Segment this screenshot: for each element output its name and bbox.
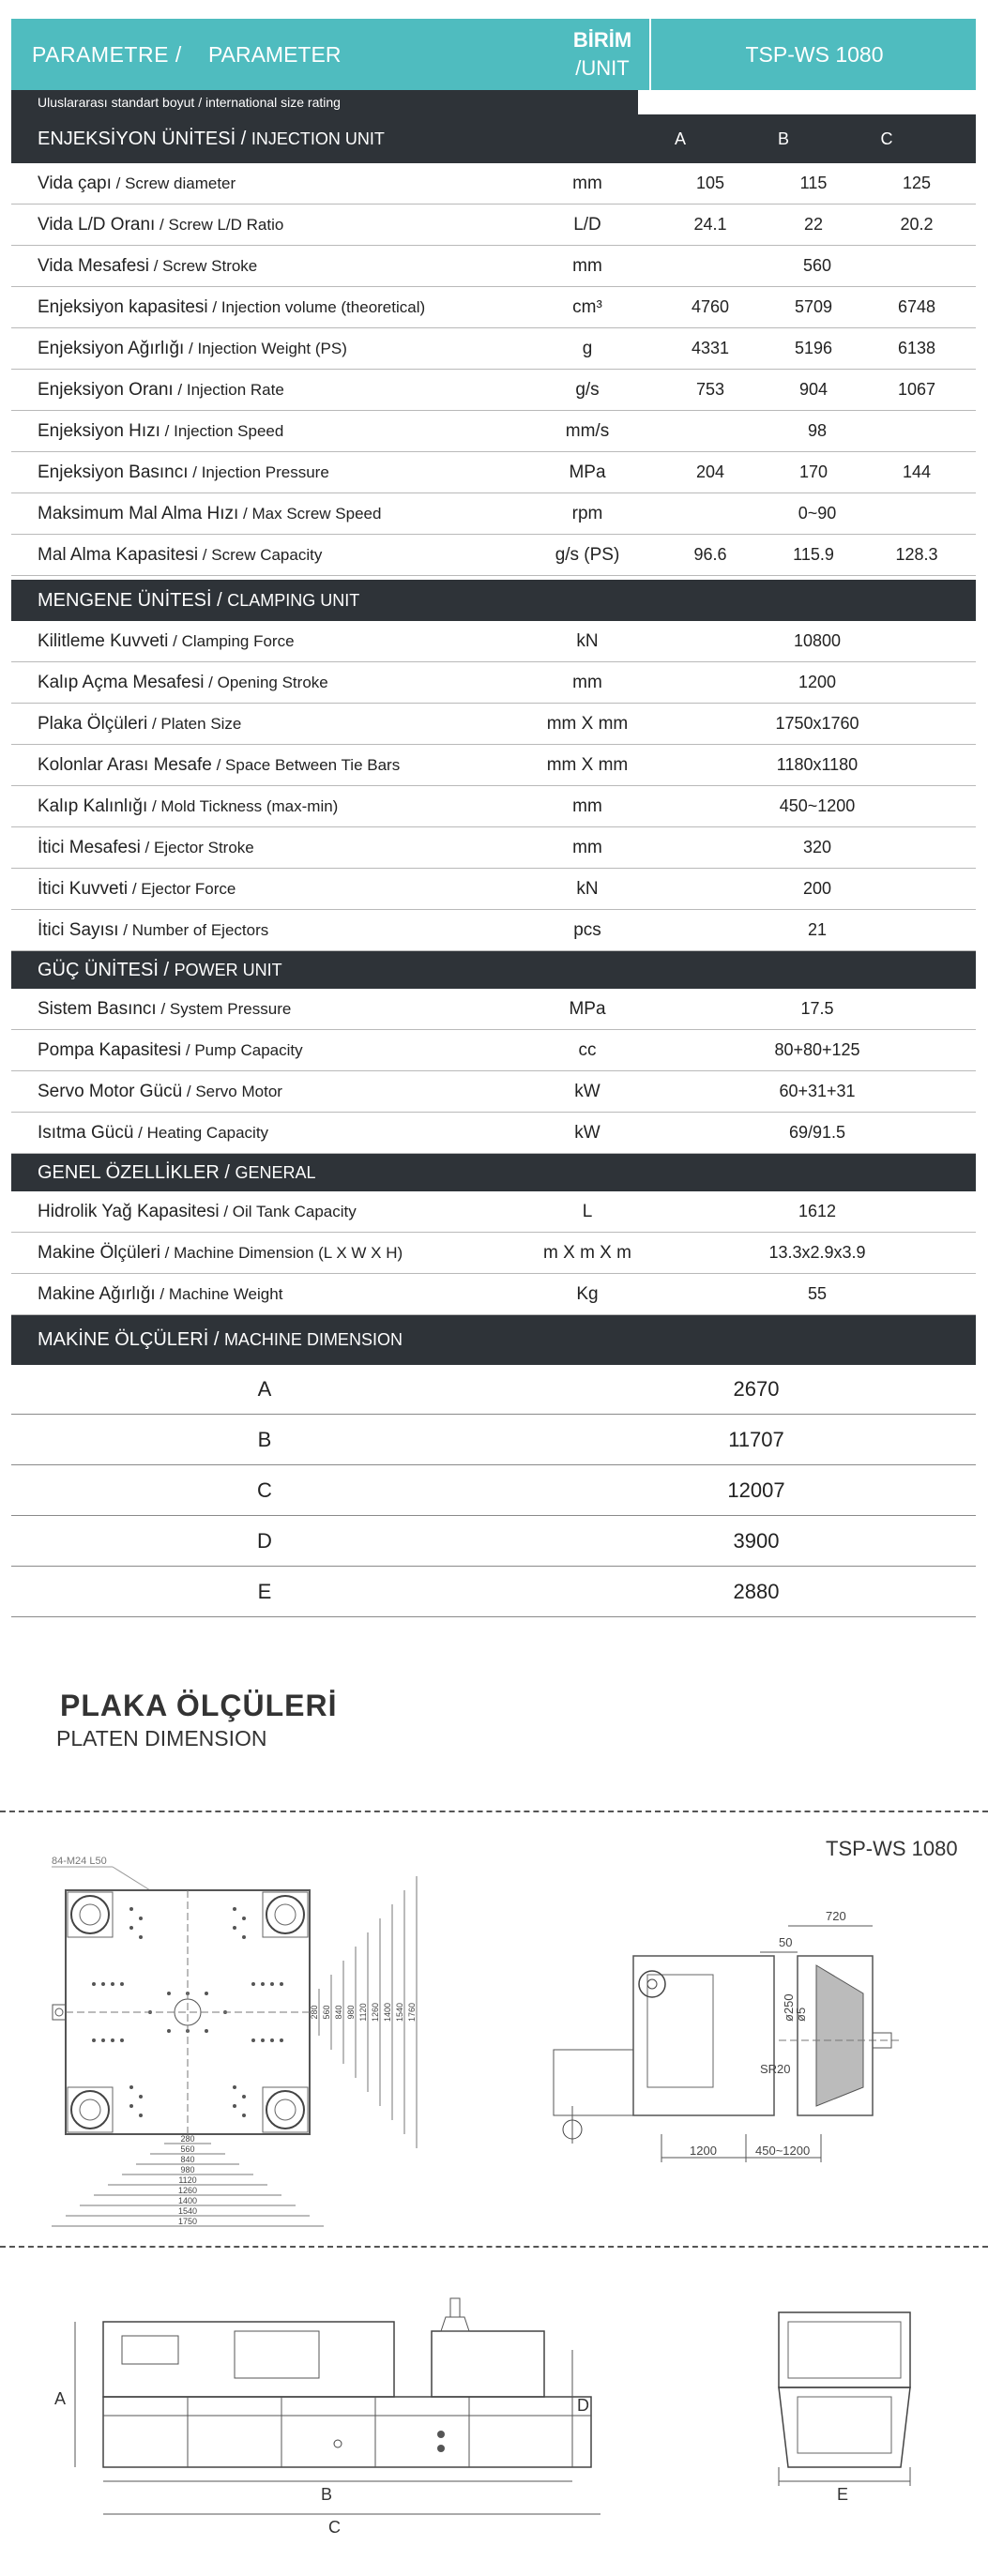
unit-tr-header: BİRİM xyxy=(572,28,632,52)
table-row xyxy=(11,535,976,576)
row-value: 69/91.5 xyxy=(788,1123,846,1142)
row-value: 98 xyxy=(807,421,828,440)
row-label-separator: / xyxy=(155,216,169,234)
section-title-en: INJECTION UNIT xyxy=(251,129,385,148)
row-label xyxy=(38,328,347,369)
param-tr-header: PARAMETRE / xyxy=(32,42,182,67)
model-header: TSP-WS 1080 xyxy=(649,19,978,90)
table-row xyxy=(11,1030,976,1071)
side-dim-radius: SR20 xyxy=(760,2062,791,2076)
row-label xyxy=(38,745,400,785)
table-row xyxy=(11,493,976,535)
row-label-separator: / xyxy=(147,797,161,815)
platen-subtitle: PLATEN DIMENSION xyxy=(56,1726,267,1750)
row-value-c: 6748 xyxy=(897,297,936,316)
v-dimension-label: 980 xyxy=(346,2005,356,2020)
row-value-b: 170 xyxy=(798,462,828,481)
row-label xyxy=(38,1233,403,1273)
v-dimension-label: 560 xyxy=(322,2005,331,2020)
row-value-c: 125 xyxy=(902,174,932,192)
dim-label-d: D xyxy=(577,2396,589,2415)
row-label xyxy=(38,910,268,950)
row-value: 450~1200 xyxy=(779,796,856,815)
dimension-value: 2880 xyxy=(733,1580,780,1603)
table-row xyxy=(11,827,976,869)
vertical-dimensions xyxy=(310,1876,417,2148)
h-dimension-label: 1400 xyxy=(177,2196,198,2205)
size-rating-note: Uluslararası standart boyut / international size rating xyxy=(11,90,638,114)
row-unit: mm xyxy=(572,256,602,276)
param-en-header: PARAMETER xyxy=(208,42,342,67)
table-row xyxy=(11,910,976,951)
row-label-en: Ejector Force xyxy=(141,880,236,898)
row-label-en: Servo Motor xyxy=(195,1083,282,1100)
row-value-b: 22 xyxy=(803,215,824,234)
table-row xyxy=(11,287,976,328)
row-unit: L/D xyxy=(573,215,601,235)
dimension-row xyxy=(11,1568,976,1617)
section-title-tr: MAKİNE ÖLÇÜLERİ xyxy=(38,1329,209,1350)
platen-title: PLAKA ÖLÇÜLERİ xyxy=(60,1689,338,1722)
row-label-separator: / xyxy=(181,1041,195,1059)
row-label xyxy=(38,989,291,1029)
row-label-en: Screw Stroke xyxy=(162,257,258,275)
section-separator: / xyxy=(158,960,175,980)
dashed-divider-bottom xyxy=(0,2246,988,2248)
row-label xyxy=(38,869,236,909)
row-label xyxy=(38,1274,282,1314)
row-unit: Kg xyxy=(576,1284,599,1304)
row-label-en: Injection Rate xyxy=(186,381,284,399)
row-unit: cm³ xyxy=(572,297,602,317)
dimension-row xyxy=(11,1517,976,1567)
row-label-en: System Pressure xyxy=(169,1000,292,1018)
row-value-b: 5196 xyxy=(794,339,833,357)
row-unit: kN xyxy=(576,631,599,651)
row-label-tr: Hidrolik Yağ Kapasitesi xyxy=(38,1202,220,1221)
row-value: 80+80+125 xyxy=(774,1040,860,1059)
row-value-a: 753 xyxy=(695,380,725,399)
unit-header xyxy=(555,26,649,83)
section-machine_dim xyxy=(11,1315,976,1365)
dimension-key: E xyxy=(257,1580,272,1603)
row-unit: kW xyxy=(574,1123,600,1143)
platen-front-drawing xyxy=(38,1853,450,2228)
row-label-separator: / xyxy=(204,674,218,691)
row-label-separator: / xyxy=(211,756,226,774)
row-value-c: 128.3 xyxy=(895,545,938,564)
row-label-tr: Plaka Ölçüleri xyxy=(38,714,148,734)
table-row xyxy=(11,786,976,827)
row-label-tr: Vida Mesafesi xyxy=(38,256,149,276)
table-row xyxy=(11,1191,976,1233)
table-row xyxy=(11,662,976,704)
row-label xyxy=(38,411,283,451)
dim-label-e: E xyxy=(837,2485,849,2504)
row-unit: L xyxy=(582,1202,593,1221)
row-label-separator: / xyxy=(173,381,187,399)
row-value: 1200 xyxy=(798,673,837,691)
row-unit: cc xyxy=(578,1040,597,1060)
table-row xyxy=(11,163,976,205)
row-label-tr: Maksimum Mal Alma Hızı xyxy=(38,504,239,523)
row-label-tr: Vida çapı xyxy=(38,174,112,193)
row-label-tr: Enjeksiyon Ağırlığı xyxy=(38,339,185,358)
section-title-en: MACHINE DIMENSION xyxy=(223,1330,403,1349)
row-unit: g xyxy=(582,339,593,358)
row-value-a: 105 xyxy=(695,174,725,192)
row-label-separator: / xyxy=(207,298,221,316)
row-value: 0~90 xyxy=(798,504,837,523)
tie-bar-hole xyxy=(266,1896,304,1933)
h-dimension-label: 1120 xyxy=(178,2175,197,2185)
row-value: 560 xyxy=(802,256,832,275)
row-unit: kW xyxy=(574,1082,600,1101)
dimension-value: 11707 xyxy=(728,1428,784,1451)
row-value-c: 6138 xyxy=(897,339,936,357)
row-label xyxy=(38,163,236,204)
table-row xyxy=(11,869,976,910)
row-label-separator: / xyxy=(238,505,252,523)
row-label-separator: / xyxy=(219,1203,233,1220)
row-label-tr: Pompa Kapasitesi xyxy=(38,1040,182,1060)
row-label-tr: Kolonlar Arası Mesafe xyxy=(38,755,212,775)
column-header-c: C xyxy=(880,129,893,148)
row-label-separator: / xyxy=(168,632,182,650)
row-label-separator: / xyxy=(128,880,142,898)
row-label-tr: Kalıp Açma Mesafesi xyxy=(38,673,205,692)
row-value-a: 24.1 xyxy=(693,215,727,234)
row-label-separator: / xyxy=(140,839,154,856)
row-label-separator: / xyxy=(160,422,175,440)
tie-bar-hole xyxy=(71,1896,109,1933)
v-dimension-label: 1760 xyxy=(407,2002,417,2023)
tie-bar-hole xyxy=(266,2091,304,2129)
row-value: 17.5 xyxy=(800,999,834,1018)
section-title-tr: ENJEKSİYON ÜNİTESİ xyxy=(38,129,236,149)
h-dimension-label: 1260 xyxy=(177,2186,198,2195)
table-row xyxy=(11,704,976,745)
row-unit: pcs xyxy=(573,920,601,940)
h-dimension-label: 280 xyxy=(180,2134,195,2144)
row-value: 10800 xyxy=(793,631,842,650)
v-dimension-label: 1260 xyxy=(371,2002,380,2023)
section-clamping xyxy=(11,580,976,621)
row-label xyxy=(38,704,241,744)
row-label-en: Injection Pressure xyxy=(201,463,329,481)
side-dim-offset: 50 xyxy=(779,1935,793,1949)
row-label xyxy=(38,621,295,661)
side-dim-stroke: 1200 xyxy=(690,2144,717,2158)
row-unit: m X m X m xyxy=(543,1243,631,1263)
machine-side-drawing xyxy=(47,2294,610,2556)
section-title-tr: MENGENE ÜNİTESİ xyxy=(38,590,212,611)
row-label xyxy=(38,370,284,410)
dimension-row xyxy=(11,1466,976,1516)
row-label-tr: Makine Ağırlığı xyxy=(38,1284,156,1304)
row-label-tr: Enjeksiyon Oranı xyxy=(38,380,174,400)
row-label xyxy=(38,827,254,868)
section-separator: / xyxy=(219,1162,236,1183)
row-value-c: 20.2 xyxy=(900,215,934,234)
v-dimension-label: 1120 xyxy=(358,2003,368,2022)
row-value: 21 xyxy=(807,920,828,939)
v-dimension-label: 280 xyxy=(310,2005,319,2020)
dim-label-b: B xyxy=(321,2485,333,2504)
machine-front-drawing xyxy=(769,2303,938,2556)
row-label-tr: Enjeksiyon kapasitesi xyxy=(38,297,208,317)
table-row xyxy=(11,452,976,493)
section-separator: / xyxy=(211,590,228,611)
row-unit: rpm xyxy=(571,504,603,523)
side-dim-mold: 450~1200 xyxy=(755,2144,811,2158)
row-label-tr: Enjeksiyon Basıncı xyxy=(38,462,189,482)
table-row xyxy=(11,328,976,370)
row-label xyxy=(38,452,329,492)
row-unit: kN xyxy=(576,879,599,899)
row-label-en: Heating Capacity xyxy=(146,1124,269,1142)
row-value-c: 144 xyxy=(902,462,932,481)
v-dimension-label: 1400 xyxy=(383,2002,392,2023)
section-title-tr: GENEL ÖZELLİKLER xyxy=(38,1162,220,1183)
hole-note-label: 84-M24 L50 xyxy=(52,1856,107,1867)
row-value: 60+31+31 xyxy=(779,1082,856,1100)
table-row xyxy=(11,621,976,662)
row-label-en: Injection volume (theoretical) xyxy=(220,298,426,316)
h-dimension-label: 560 xyxy=(180,2144,195,2154)
row-label-tr: Sistem Basıncı xyxy=(38,999,157,1019)
row-label-separator: / xyxy=(155,1285,169,1303)
dimension-key: C xyxy=(257,1478,272,1502)
row-unit: g/s xyxy=(575,380,600,400)
table-header xyxy=(11,19,976,90)
side-dim-top: 720 xyxy=(826,1909,846,1923)
row-label xyxy=(38,246,257,286)
row-label xyxy=(38,662,328,703)
row-unit: mm xyxy=(572,838,602,857)
row-value: 200 xyxy=(802,879,832,898)
table-row xyxy=(11,205,976,246)
row-label-separator: / xyxy=(188,463,202,481)
table-row xyxy=(11,989,976,1030)
dimension-value: 3900 xyxy=(733,1529,780,1553)
injection-unit xyxy=(432,2331,544,2397)
row-label-en: Space Between Tie Bars xyxy=(225,756,401,774)
row-label-tr: Kalıp Kalınlığı xyxy=(38,796,148,816)
row-value: 1612 xyxy=(798,1202,837,1220)
row-label-separator: / xyxy=(118,921,132,939)
row-label-separator: / xyxy=(156,1000,170,1018)
row-label-en: Number of Ejectors xyxy=(131,921,269,939)
dim-label-c: C xyxy=(328,2518,341,2537)
machine-base xyxy=(103,2397,591,2467)
row-value-b: 5709 xyxy=(794,297,833,316)
row-value-b: 115 xyxy=(799,174,828,192)
row-label-separator: / xyxy=(149,257,163,275)
row-label-separator: / xyxy=(111,174,126,192)
dim-label-a: A xyxy=(54,2389,67,2408)
row-label-en: Machine Dimension (L X W X H) xyxy=(174,1244,403,1262)
row-unit: mm/s xyxy=(565,421,610,441)
horizontal-dimensions xyxy=(52,2134,324,2226)
row-value-a: 204 xyxy=(695,462,725,481)
section-separator: / xyxy=(208,1329,224,1350)
row-label xyxy=(38,535,322,575)
row-label xyxy=(38,1191,357,1232)
dimension-key: D xyxy=(257,1529,272,1553)
row-value: 13.3x2.9x3.9 xyxy=(768,1243,866,1262)
section-title-en: POWER UNIT xyxy=(174,961,282,979)
platen-model: TSP-WS 1080 xyxy=(826,1837,958,1860)
row-label-tr: İtici Mesafesi xyxy=(38,838,141,857)
row-label xyxy=(38,205,283,245)
row-label-en: Screw Capacity xyxy=(211,546,323,564)
table-row xyxy=(11,1233,976,1274)
dashed-divider-top xyxy=(0,1811,988,1812)
section-general xyxy=(11,1154,976,1191)
row-label-separator: / xyxy=(184,340,198,357)
row-label-tr: İtici Kuvveti xyxy=(38,879,129,899)
row-label-tr: Servo Motor Gücü xyxy=(38,1082,183,1101)
row-value-b: 904 xyxy=(798,380,828,399)
row-value-a: 4331 xyxy=(691,339,730,357)
row-label-separator: / xyxy=(182,1083,196,1100)
row-label-separator: / xyxy=(198,546,212,564)
row-value-b: 115.9 xyxy=(793,545,834,564)
section-title-en: GENERAL xyxy=(235,1163,316,1182)
row-label-en: Screw L/D Ratio xyxy=(168,216,284,234)
row-label-en: Opening Stroke xyxy=(217,674,328,691)
row-label-tr: Enjeksiyon Hızı xyxy=(38,421,160,441)
h-dimension-label: 1750 xyxy=(177,2217,198,2226)
table-row xyxy=(11,745,976,786)
row-label-en: Clamping Force xyxy=(181,632,295,650)
column-header-a: A xyxy=(674,129,686,148)
row-value: 1750x1760 xyxy=(775,714,859,733)
row-label-en: Pump Capacity xyxy=(194,1041,303,1059)
side-dim-ring: ø250 xyxy=(782,1993,796,2022)
row-label xyxy=(38,1071,282,1112)
front-top xyxy=(779,2312,910,2387)
row-label xyxy=(38,493,381,534)
column-header-b: B xyxy=(777,129,789,148)
section-title-en: CLAMPING UNIT xyxy=(227,591,360,610)
row-label-separator: / xyxy=(160,1244,175,1262)
row-label-tr: Mal Alma Kapasitesi xyxy=(38,545,199,565)
section-injection xyxy=(11,114,976,163)
row-label-en: Injection Weight (PS) xyxy=(197,340,347,357)
dimension-row xyxy=(11,1416,976,1465)
row-label-tr: Isıtma Gücü xyxy=(38,1123,134,1143)
row-label xyxy=(38,1113,268,1153)
side-dim-hole: ø5 xyxy=(794,2007,808,2022)
row-unit: mm X mm xyxy=(546,755,629,775)
row-label xyxy=(38,786,338,826)
v-dimension-label: 840 xyxy=(334,2005,343,2020)
row-unit: MPa xyxy=(569,462,606,482)
row-value-a: 4760 xyxy=(691,297,730,316)
row-value: 320 xyxy=(802,838,832,856)
row-unit: mm xyxy=(572,174,602,193)
h-dimension-label: 1540 xyxy=(177,2206,198,2216)
row-label-en: Ejector Stroke xyxy=(153,839,254,856)
row-unit: mm xyxy=(572,796,602,816)
row-label-en: Platen Size xyxy=(160,715,242,733)
dimension-key: A xyxy=(257,1377,272,1401)
section-title-tr: GÜÇ ÜNİTESİ xyxy=(38,960,159,980)
row-label-tr: Makine Ölçüleri xyxy=(38,1243,160,1263)
row-label-tr: Vida L/D Oranı xyxy=(38,215,156,235)
tie-bar-hole xyxy=(71,2091,109,2129)
row-label-separator: / xyxy=(133,1124,147,1142)
table-row xyxy=(11,1113,976,1154)
row-label-en: Oil Tank Capacity xyxy=(232,1203,357,1220)
row-label-tr: Kilitleme Kuvveti xyxy=(38,631,169,651)
h-dimension-label: 980 xyxy=(180,2165,195,2174)
table-row xyxy=(11,1071,976,1113)
row-value-c: 1067 xyxy=(897,380,936,399)
row-value: 1180x1180 xyxy=(776,755,859,774)
dimension-row xyxy=(11,1365,976,1415)
row-label-tr: İtici Sayısı xyxy=(38,920,119,940)
row-value-a: 96.6 xyxy=(693,545,727,564)
machine-body-top xyxy=(103,2322,394,2397)
unit-en-header: /UNIT xyxy=(575,56,630,80)
row-label-en: Injection Speed xyxy=(174,422,284,440)
row-label-en: Machine Weight xyxy=(168,1285,283,1303)
row-unit: mm xyxy=(572,673,602,692)
dimension-key: B xyxy=(257,1428,272,1451)
row-label xyxy=(38,1030,303,1070)
row-label-en: Mold Tickness (max-min) xyxy=(160,797,339,815)
platen-side-drawing xyxy=(554,1909,910,2181)
table-row xyxy=(11,370,976,411)
h-dimension-label: 840 xyxy=(180,2155,195,2164)
table-row xyxy=(11,1274,976,1315)
row-unit: MPa xyxy=(569,999,606,1019)
section-separator: / xyxy=(236,129,251,149)
row-label-en: Max Screw Speed xyxy=(251,505,382,523)
row-label xyxy=(38,287,425,327)
row-unit: g/s (PS) xyxy=(555,545,620,565)
row-unit: mm X mm xyxy=(546,714,629,734)
table-row xyxy=(11,411,976,452)
row-label-separator: / xyxy=(147,715,161,733)
section-power xyxy=(11,951,976,989)
row-label-en: Screw diameter xyxy=(125,174,236,192)
table-row xyxy=(11,246,976,287)
dimension-value: 2670 xyxy=(733,1377,780,1401)
row-value: 55 xyxy=(807,1284,828,1303)
v-dimension-label: 1540 xyxy=(395,2002,404,2023)
dimension-value: 12007 xyxy=(727,1478,785,1502)
